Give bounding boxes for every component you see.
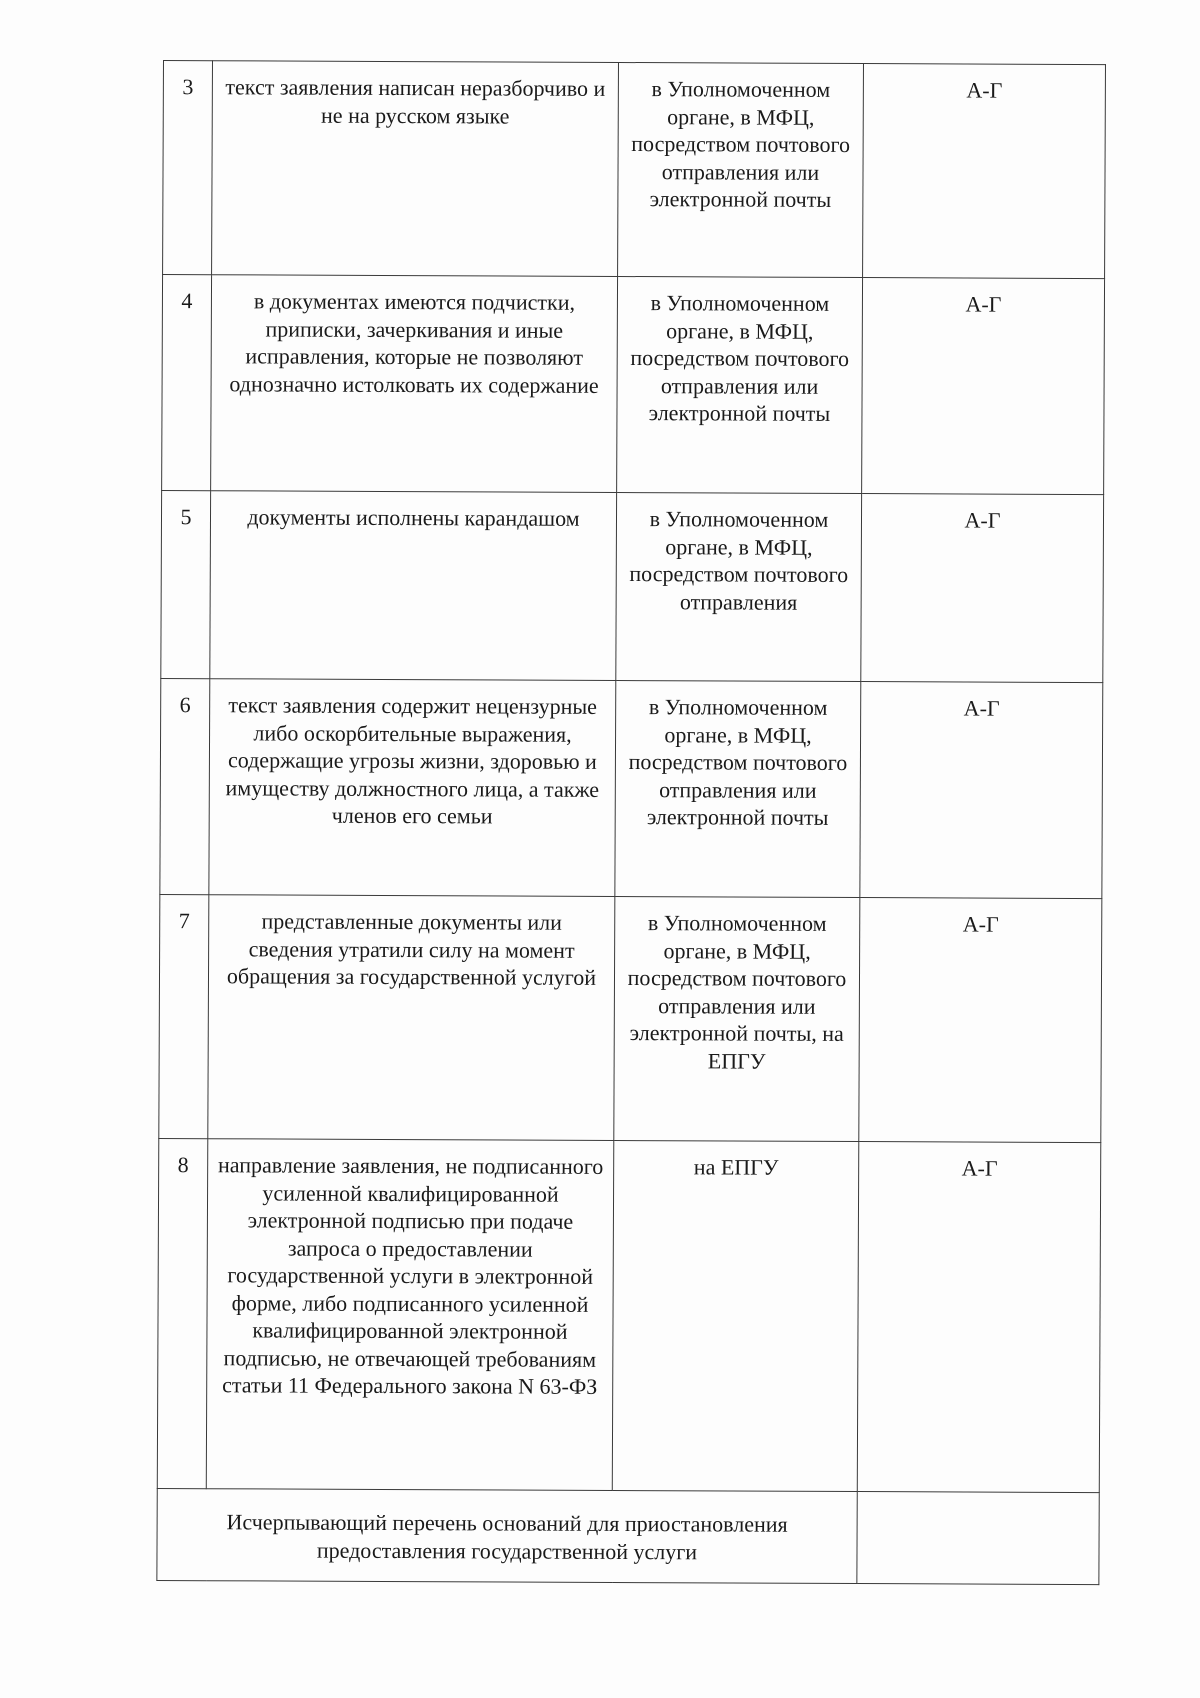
ground-text: текст заявления содержит нецензурные либо оскорбительные выражения, содержащие угрозы жизни, здоровью и имуществу должностного лица, а также членов его семьи xyxy=(209,679,616,897)
row-number: 4 xyxy=(162,275,212,491)
ground-text: текст заявления написан неразборчиво и не на русском языке xyxy=(212,61,619,277)
applicant-code: А-Г xyxy=(860,682,1103,899)
grounds-table xyxy=(156,60,1106,1585)
submission-place: в Уполномоченном органе, в МФЦ, посредством почтового отправления или электронной почты xyxy=(617,276,863,493)
applicant-code: А-Г xyxy=(862,278,1105,495)
submission-place: в Уполномоченном органе, в МФЦ, посредством почтового отправления или электронной почты xyxy=(615,680,861,897)
table-row xyxy=(162,275,1105,495)
row-number: 5 xyxy=(161,490,211,678)
applicant-code: А-Г xyxy=(861,494,1104,683)
ground-text: документы исполнены карандашом xyxy=(210,491,617,681)
table-row xyxy=(160,678,1103,898)
applicant-code: А-Г xyxy=(857,1142,1101,1493)
table-row xyxy=(161,490,1104,682)
row-number: 8 xyxy=(157,1138,208,1488)
submission-place: в Уполномоченном органе, в МФЦ, посредством почтового отправления или электронной почты, на ЕПГУ xyxy=(614,896,860,1141)
ground-text: в документах имеются подчистки, приписки, зачеркивания и иные исправления, которые не позволяют однозначно истолковать их содержание xyxy=(211,275,618,493)
table-row xyxy=(163,61,1106,279)
submission-place: в Уполномоченном органе, в МФЦ, посредством почтового отправления xyxy=(616,492,862,681)
row-number: 7 xyxy=(159,894,209,1138)
submission-place: в Уполномоченном органе, в МФЦ, посредством почтового отправления или электронной почты xyxy=(618,62,864,277)
row-number: 6 xyxy=(160,678,210,894)
suspension-grounds-heading: Исчерпывающий перечень оснований для приостановления предоставления государственной услуги xyxy=(157,1488,857,1583)
applicant-code: А-Г xyxy=(859,898,1102,1143)
applicant-code: А-Г xyxy=(863,64,1106,279)
row-number: 3 xyxy=(163,61,213,275)
submission-place: на ЕПГУ xyxy=(612,1140,859,1491)
table-footer-row xyxy=(157,1488,1099,1584)
table-row xyxy=(159,894,1102,1142)
ground-text: представленные документы или сведения утратили силу на момент обращения за государственной услугой xyxy=(208,895,615,1141)
ground-text: направление заявления, не подписанного усиленной квалифицированной электронной подписью при подаче запроса о предоставлении государственной услуги в электронной форме, либо подписанного усиленной квалифицированной электронной подписью, не отвечающей требованиям статьи 11 Федерального закона N 63-ФЗ xyxy=(206,1139,614,1491)
table-row xyxy=(157,1138,1101,1492)
suspension-grounds-value xyxy=(857,1492,1099,1585)
